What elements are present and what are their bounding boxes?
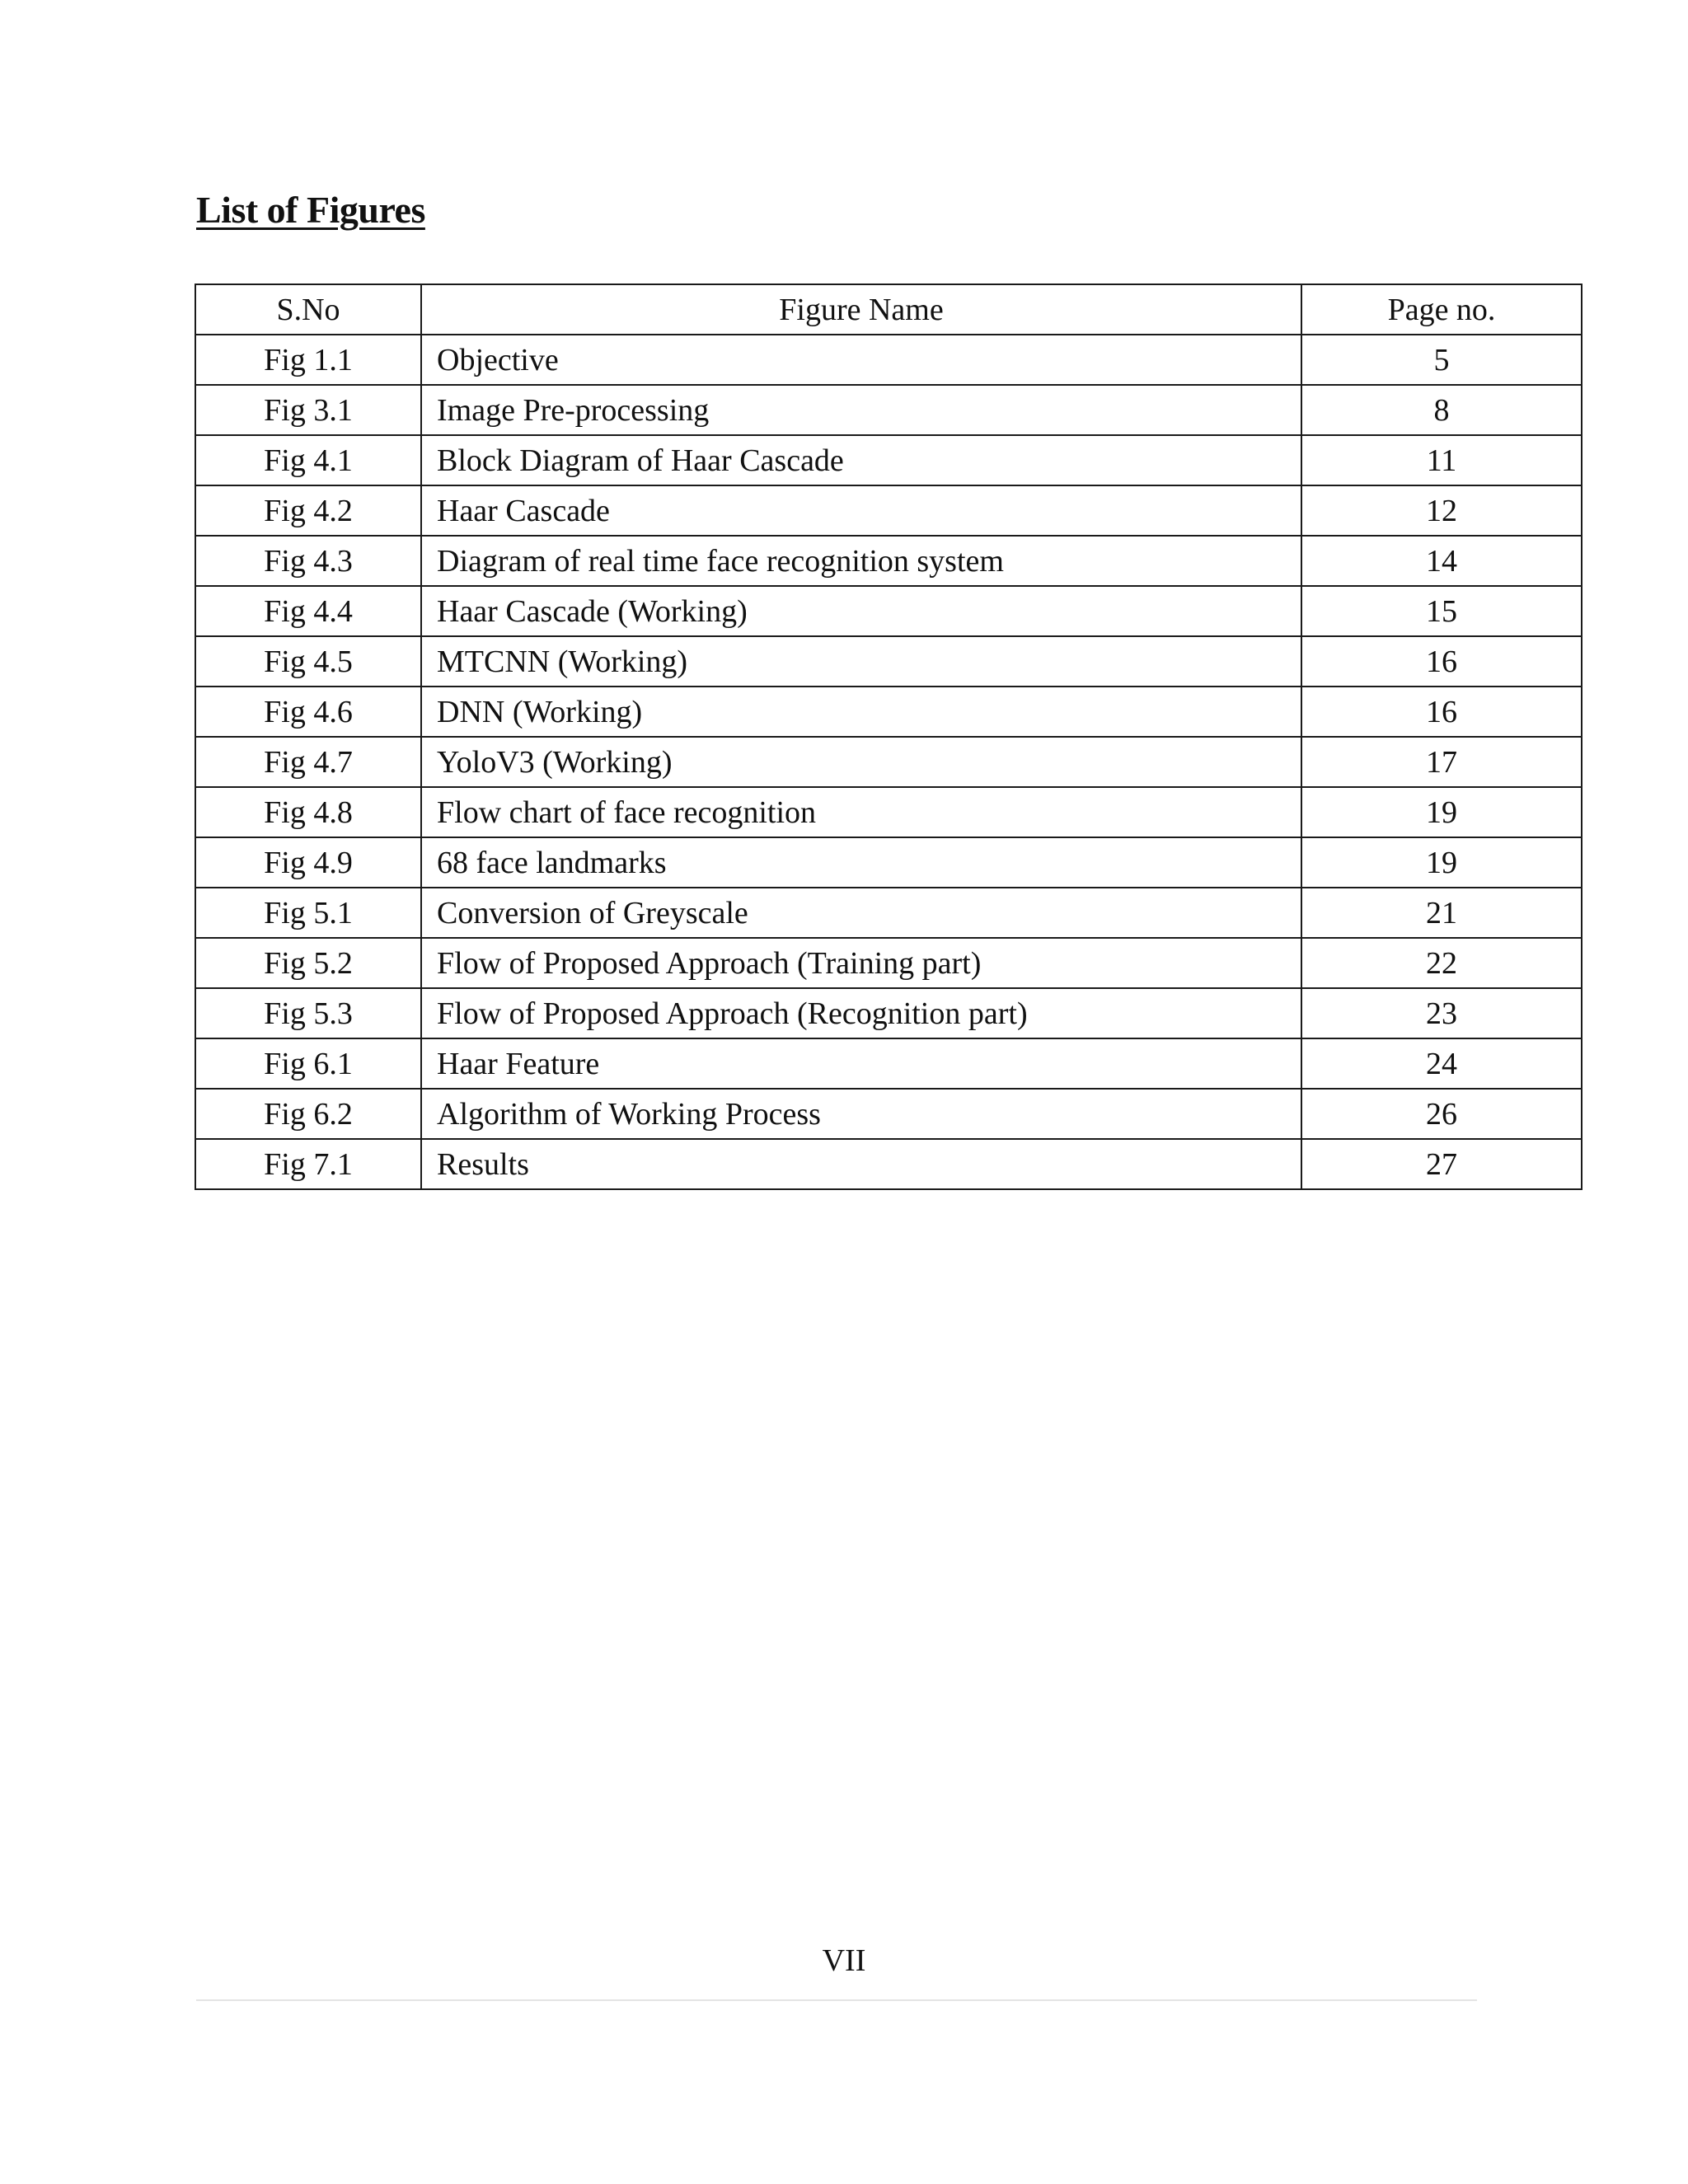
table-row (195, 1139, 1582, 1189)
cell-figure-name: 68 face landmarks (421, 837, 1301, 888)
table-row (195, 485, 1582, 536)
cell-page-no: 11 (1301, 435, 1582, 485)
cell-sno: Fig 1.1 (195, 335, 421, 385)
table-row (195, 385, 1582, 435)
cell-page-no: 27 (1301, 1139, 1582, 1189)
cell-sno: Fig 5.3 (195, 988, 421, 1038)
cell-sno: Fig 4.1 (195, 435, 421, 485)
cell-sno: Fig 4.5 (195, 636, 421, 687)
cell-figure-name: Image Pre-processing (421, 385, 1301, 435)
cell-page-no: 19 (1301, 837, 1582, 888)
table-row (195, 938, 1582, 988)
cell-figure-name: Flow of Proposed Approach (Training part) (421, 938, 1301, 988)
figures-table (195, 284, 1582, 1190)
cell-sno: Fig 6.1 (195, 1038, 421, 1089)
table-row (195, 687, 1582, 737)
cell-page-no: 5 (1301, 335, 1582, 385)
table-row (195, 1089, 1582, 1139)
table-row (195, 335, 1582, 385)
cell-figure-name: Haar Feature (421, 1038, 1301, 1089)
cell-sno: Fig 5.2 (195, 938, 421, 988)
table-row (195, 586, 1582, 636)
cell-figure-name: MTCNN (Working) (421, 636, 1301, 687)
cell-figure-name: Conversion of Greyscale (421, 888, 1301, 938)
cell-sno: Fig 5.1 (195, 888, 421, 938)
cell-page-no: 24 (1301, 1038, 1582, 1089)
cell-page-no: 26 (1301, 1089, 1582, 1139)
header-page-no: Page no. (1301, 284, 1582, 335)
header-figure-name: Figure Name (421, 284, 1301, 335)
cell-sno: Fig 4.4 (195, 586, 421, 636)
cell-sno: Fig 4.3 (195, 536, 421, 586)
table-row (195, 837, 1582, 888)
cell-page-no: 22 (1301, 938, 1582, 988)
cell-figure-name: Algorithm of Working Process (421, 1089, 1301, 1139)
cell-sno: Fig 4.7 (195, 737, 421, 787)
cell-page-no: 8 (1301, 385, 1582, 435)
cell-page-no: 12 (1301, 485, 1582, 536)
cell-page-no: 14 (1301, 536, 1582, 586)
cell-page-no: 16 (1301, 687, 1582, 737)
cell-page-no: 19 (1301, 787, 1582, 837)
cell-sno: Fig 4.8 (195, 787, 421, 837)
cell-figure-name: Flow of Proposed Approach (Recognition part) (421, 988, 1301, 1038)
cell-figure-name: Flow chart of face recognition (421, 787, 1301, 837)
cell-page-no: 21 (1301, 888, 1582, 938)
cell-figure-name: Results (421, 1139, 1301, 1189)
footer-divider (196, 1999, 1477, 2001)
cell-sno: Fig 6.2 (195, 1089, 421, 1139)
cell-figure-name: Block Diagram of Haar Cascade (421, 435, 1301, 485)
table-row (195, 737, 1582, 787)
cell-figure-name: Objective (421, 335, 1301, 385)
table-row (195, 536, 1582, 586)
cell-sno: Fig 4.2 (195, 485, 421, 536)
cell-figure-name: YoloV3 (Working) (421, 737, 1301, 787)
cell-page-no: 15 (1301, 586, 1582, 636)
cell-sno: Fig 4.9 (195, 837, 421, 888)
cell-page-no: 23 (1301, 988, 1582, 1038)
cell-figure-name: Haar Cascade (Working) (421, 586, 1301, 636)
cell-page-no: 16 (1301, 636, 1582, 687)
table-row (195, 888, 1582, 938)
cell-sno: Fig 3.1 (195, 385, 421, 435)
table-row (195, 636, 1582, 687)
page-title: List of Figures (196, 189, 425, 231)
cell-sno: Fig 7.1 (195, 1139, 421, 1189)
table-row (195, 787, 1582, 837)
table-body (195, 335, 1582, 1189)
cell-figure-name: Diagram of real time face recognition system (421, 536, 1301, 586)
table-header-row (195, 284, 1582, 335)
table-row (195, 435, 1582, 485)
cell-figure-name: DNN (Working) (421, 687, 1301, 737)
cell-figure-name: Haar Cascade (421, 485, 1301, 536)
table-row (195, 988, 1582, 1038)
table-row (195, 1038, 1582, 1089)
header-sno: S.No (195, 284, 421, 335)
cell-page-no: 17 (1301, 737, 1582, 787)
page-number: VII (822, 1943, 866, 1978)
cell-sno: Fig 4.6 (195, 687, 421, 737)
